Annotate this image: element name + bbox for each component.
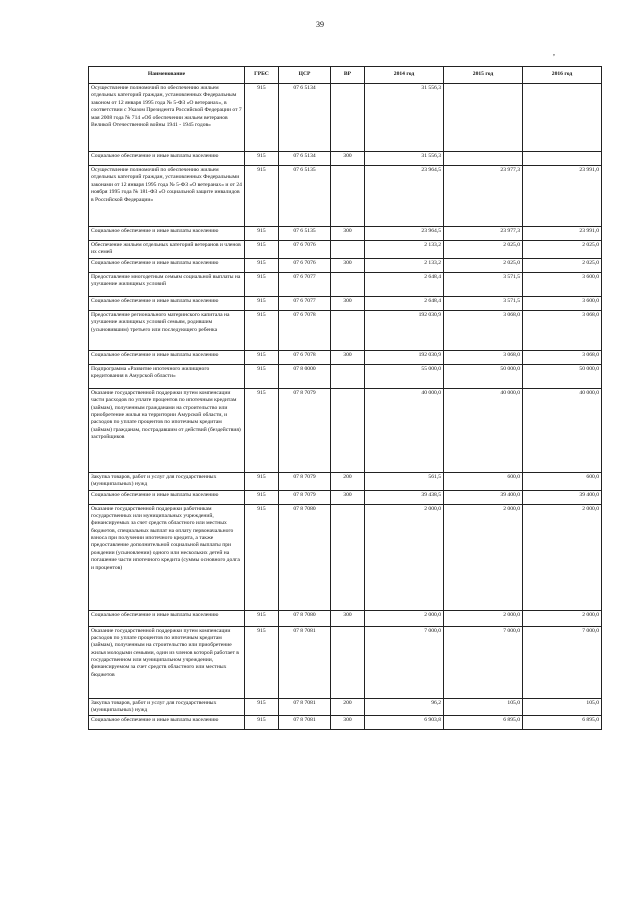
table-body xyxy=(89,84,602,730)
cell-name: Осуществление полномочий по обеспечению жильем отдельных категорий граждан, установленных Федеральным законом от 12 января 1995 года № 5-ФЗ «О ветеранах», в соответствии с Указом Президента Российской Федерации от 7 мая 2008 года № 714 «Об обеспечении жильем ветеранов Великой Отечественной войны 1941 - 1945 годов» xyxy=(89,84,245,152)
cell-2015: 2 025,0 xyxy=(444,258,523,272)
table-row xyxy=(89,241,602,259)
cell-grbs: 915 xyxy=(245,241,279,259)
cell-2015: 3 571,5 xyxy=(444,272,523,296)
header-2016: 2016 год xyxy=(523,67,602,84)
cell-2016: 2 000,0 xyxy=(523,504,602,610)
cell-2014: 6 903,8 xyxy=(365,716,444,730)
cell-name: Оказание государственной поддержки работникам государственных или муниципальных учреждений, финансируемых за счет средств областного или местных бюджетов, специальных выплат на оплату первоначального взноса при получении ипотечного кредита, а также предоставление дополнительной социальной выплаты при рождении (усыновлении) одного или нескольких детей на погашение части ипотечного кредита (суммы основного долга и процентов) xyxy=(89,504,245,610)
cell-2015: 3 068,0 xyxy=(444,310,523,350)
cell-grbs: 915 xyxy=(245,227,279,241)
cell-grbs: 915 xyxy=(245,310,279,350)
cell-2015: 23 977,3 xyxy=(444,227,523,241)
cell-grbs: 915 xyxy=(245,258,279,272)
cell-grbs: 915 xyxy=(245,166,279,227)
cell-name: Социальное обеспечение и иные выплаты населению xyxy=(89,152,245,166)
cell-name: Социальное обеспечение и иные выплаты населению xyxy=(89,227,245,241)
table-row xyxy=(89,227,602,241)
cell-name: Социальное обеспечение и иные выплаты населению xyxy=(89,350,245,364)
cell-csr: 07 8 7079 xyxy=(279,388,331,472)
cell-vr: 300 xyxy=(331,296,365,310)
cell-2014: 2 000,0 xyxy=(365,610,444,626)
cell-2015: 2 025,0 xyxy=(444,241,523,259)
header-vr: ВР xyxy=(331,67,365,84)
cell-name: Социальное обеспечение и иные выплаты населению xyxy=(89,258,245,272)
cell-grbs: 915 xyxy=(245,388,279,472)
cell-2015: 7 000,0 xyxy=(444,626,523,698)
cell-csr: 07 6 7078 xyxy=(279,350,331,364)
cell-name: Подпрограмма «Развитие ипотечного жилищного кредитования в Амурской области» xyxy=(89,364,245,388)
cell-vr: 300 xyxy=(331,152,365,166)
cell-2016: 23 991,0 xyxy=(523,227,602,241)
header-2014: 2014 год xyxy=(365,67,444,84)
cell-vr xyxy=(331,504,365,610)
cell-name: Осуществление полномочий по обеспечению жильем отдельных категорий граждан, установленных Федеральными законами от 12 января 1995 года № 5-ФЗ «О ветеранах» и от 24 ноября 1995 года № 181-ФЗ «О социальной защите инвалидов в Российской Федерации» xyxy=(89,166,245,227)
cell-2015: 3 068,0 xyxy=(444,350,523,364)
cell-2016 xyxy=(523,152,602,166)
cell-2014: 31 556,3 xyxy=(365,152,444,166)
cell-csr: 07 8 7081 xyxy=(279,626,331,698)
cell-name: Оказание государственной поддержки путем компенсации расходов по уплате процентов по ипотечным кредитам (займам), полученным на строительство или приобретение жилья молодыми семьями, один из членов которой работает в государственном или муниципальном учреждении, финансируемом за счет средств областного или местных бюджетов xyxy=(89,626,245,698)
table-row xyxy=(89,166,602,227)
cell-vr: 300 xyxy=(331,610,365,626)
cell-2015 xyxy=(444,152,523,166)
table-header-row xyxy=(89,67,602,84)
cell-2016: 2 000,0 xyxy=(523,610,602,626)
table-row xyxy=(89,472,602,490)
cell-2014: 39 438,5 xyxy=(365,490,444,504)
cell-vr xyxy=(331,310,365,350)
cell-2016: 2 025,0 xyxy=(523,258,602,272)
cell-2014: 55 000,0 xyxy=(365,364,444,388)
cell-2016: 600,0 xyxy=(523,472,602,490)
cell-2016: 3 600,0 xyxy=(523,272,602,296)
cell-2016: 50 000,0 xyxy=(523,364,602,388)
cell-vr: 300 xyxy=(331,258,365,272)
cell-2016: 2 025,0 xyxy=(523,241,602,259)
cell-2016: 3 068,0 xyxy=(523,310,602,350)
cell-2014: 31 556,3 xyxy=(365,84,444,152)
cell-2015: 39 400,0 xyxy=(444,490,523,504)
table-row xyxy=(89,504,602,610)
cell-2015: 105,0 xyxy=(444,698,523,716)
cell-vr: 200 xyxy=(331,698,365,716)
cell-2015: 23 977,3 xyxy=(444,166,523,227)
cell-2016: 39 400,0 xyxy=(523,490,602,504)
cell-vr xyxy=(331,388,365,472)
cell-csr: 07 6 5135 xyxy=(279,166,331,227)
cell-2014: 2 133,2 xyxy=(365,241,444,259)
cell-grbs: 915 xyxy=(245,626,279,698)
cell-name: Оказание государственной поддержки путем компенсации части расходов по уплате процентов по ипотечным кредитам (займам), полученным гражданами на строительство или приобретение жилья на территории Амурской области, и расходов по уплате процентов по ипотечным кредитам (займам) гражданам, пострадавшим от действий (бездействия) застройщиков xyxy=(89,388,245,472)
cell-2016: 6 895,0 xyxy=(523,716,602,730)
cell-2014: 2 648,4 xyxy=(365,296,444,310)
cell-vr: 300 xyxy=(331,227,365,241)
table-row xyxy=(89,388,602,472)
cell-2016: 23 991,0 xyxy=(523,166,602,227)
cell-2014: 561,5 xyxy=(365,472,444,490)
cell-grbs: 915 xyxy=(245,364,279,388)
header-name: Наименование xyxy=(89,67,245,84)
cell-2015: 6 895,0 xyxy=(444,716,523,730)
cell-vr xyxy=(331,241,365,259)
cell-vr xyxy=(331,364,365,388)
cell-csr: 07 6 5134 xyxy=(279,84,331,152)
cell-vr xyxy=(331,166,365,227)
cell-csr: 07 6 7077 xyxy=(279,296,331,310)
cell-vr: 300 xyxy=(331,350,365,364)
cell-grbs: 915 xyxy=(245,610,279,626)
table-row xyxy=(89,272,602,296)
cell-grbs: 915 xyxy=(245,716,279,730)
cell-2016: 3 600,0 xyxy=(523,296,602,310)
stray-mark: , xyxy=(553,48,555,57)
cell-name: Социальное обеспечение и иные выплаты населению xyxy=(89,490,245,504)
cell-name: Социальное обеспечение и иные выплаты населению xyxy=(89,610,245,626)
cell-csr: 07 6 7076 xyxy=(279,258,331,272)
cell-vr xyxy=(331,272,365,296)
cell-2014: 192 030,9 xyxy=(365,350,444,364)
cell-2016: 7 000,0 xyxy=(523,626,602,698)
cell-2014: 96,2 xyxy=(365,698,444,716)
header-2015: 2015 год xyxy=(444,67,523,84)
cell-name: Социальное обеспечение и иные выплаты населению xyxy=(89,296,245,310)
cell-2014: 2 648,4 xyxy=(365,272,444,296)
cell-2016 xyxy=(523,84,602,152)
table-row xyxy=(89,626,602,698)
cell-2014: 7 000,0 xyxy=(365,626,444,698)
cell-2016: 105,0 xyxy=(523,698,602,716)
cell-grbs: 915 xyxy=(245,698,279,716)
cell-csr: 07 6 7078 xyxy=(279,310,331,350)
cell-vr: 300 xyxy=(331,490,365,504)
cell-name: Закупка товаров, работ и услуг для государственных (муниципальных) нужд xyxy=(89,698,245,716)
cell-2014: 2 000,0 xyxy=(365,504,444,610)
cell-2015: 2 000,0 xyxy=(444,504,523,610)
cell-grbs: 915 xyxy=(245,84,279,152)
cell-csr: 07 6 7076 xyxy=(279,241,331,259)
page-number: 39 xyxy=(316,20,324,29)
table-row xyxy=(89,698,602,716)
cell-grbs: 915 xyxy=(245,472,279,490)
cell-vr xyxy=(331,626,365,698)
cell-2014: 23 964,5 xyxy=(365,227,444,241)
cell-2015 xyxy=(444,84,523,152)
cell-csr: 07 8 7079 xyxy=(279,490,331,504)
table-row xyxy=(89,152,602,166)
table-row xyxy=(89,610,602,626)
cell-name: Закупка товаров, работ и услуг для государственных (муниципальных) нужд xyxy=(89,472,245,490)
cell-2015: 40 000,0 xyxy=(444,388,523,472)
cell-grbs: 915 xyxy=(245,296,279,310)
cell-grbs: 915 xyxy=(245,504,279,610)
cell-2014: 40 000,0 xyxy=(365,388,444,472)
cell-2016: 40 000,0 xyxy=(523,388,602,472)
table-row xyxy=(89,258,602,272)
cell-2015: 3 571,5 xyxy=(444,296,523,310)
cell-2014: 23 964,5 xyxy=(365,166,444,227)
table-row xyxy=(89,364,602,388)
cell-name: Предоставление регионального материнского капитала на улучшение жилищных условий семьям, родившим (усыновившим) третьего или последующего ребенка xyxy=(89,310,245,350)
cell-vr xyxy=(331,84,365,152)
cell-grbs: 915 xyxy=(245,490,279,504)
cell-csr: 07 8 0000 xyxy=(279,364,331,388)
table-row xyxy=(89,350,602,364)
cell-grbs: 915 xyxy=(245,152,279,166)
cell-csr: 07 8 7080 xyxy=(279,610,331,626)
header-csr: ЦСР xyxy=(279,67,331,84)
cell-grbs: 915 xyxy=(245,350,279,364)
cell-csr: 07 6 7077 xyxy=(279,272,331,296)
table-row xyxy=(89,716,602,730)
cell-2016: 3 068,0 xyxy=(523,350,602,364)
cell-csr: 07 8 7081 xyxy=(279,716,331,730)
cell-2014: 2 133,2 xyxy=(365,258,444,272)
cell-csr: 07 8 7081 xyxy=(279,698,331,716)
cell-name: Предоставление многодетным семьям социальной выплаты на улучшение жилищных условий xyxy=(89,272,245,296)
cell-csr: 07 6 5135 xyxy=(279,227,331,241)
table-row xyxy=(89,84,602,152)
cell-2015: 600,0 xyxy=(444,472,523,490)
cell-name: Обеспечение жильем отдельных категорий ветеранов и членов их семей xyxy=(89,241,245,259)
cell-vr: 300 xyxy=(331,716,365,730)
cell-2014: 192 030,9 xyxy=(365,310,444,350)
cell-csr: 07 6 5134 xyxy=(279,152,331,166)
cell-name: Социальное обеспечение и иные выплаты населению xyxy=(89,716,245,730)
header-grbs: ГРБС xyxy=(245,67,279,84)
cell-2015: 2 000,0 xyxy=(444,610,523,626)
table-row xyxy=(89,490,602,504)
table-row xyxy=(89,310,602,350)
cell-csr: 07 8 7079 xyxy=(279,472,331,490)
budget-table xyxy=(88,66,602,730)
cell-vr: 200 xyxy=(331,472,365,490)
cell-csr: 07 8 7080 xyxy=(279,504,331,610)
cell-grbs: 915 xyxy=(245,272,279,296)
table-row xyxy=(89,296,602,310)
cell-2015: 50 000,0 xyxy=(444,364,523,388)
